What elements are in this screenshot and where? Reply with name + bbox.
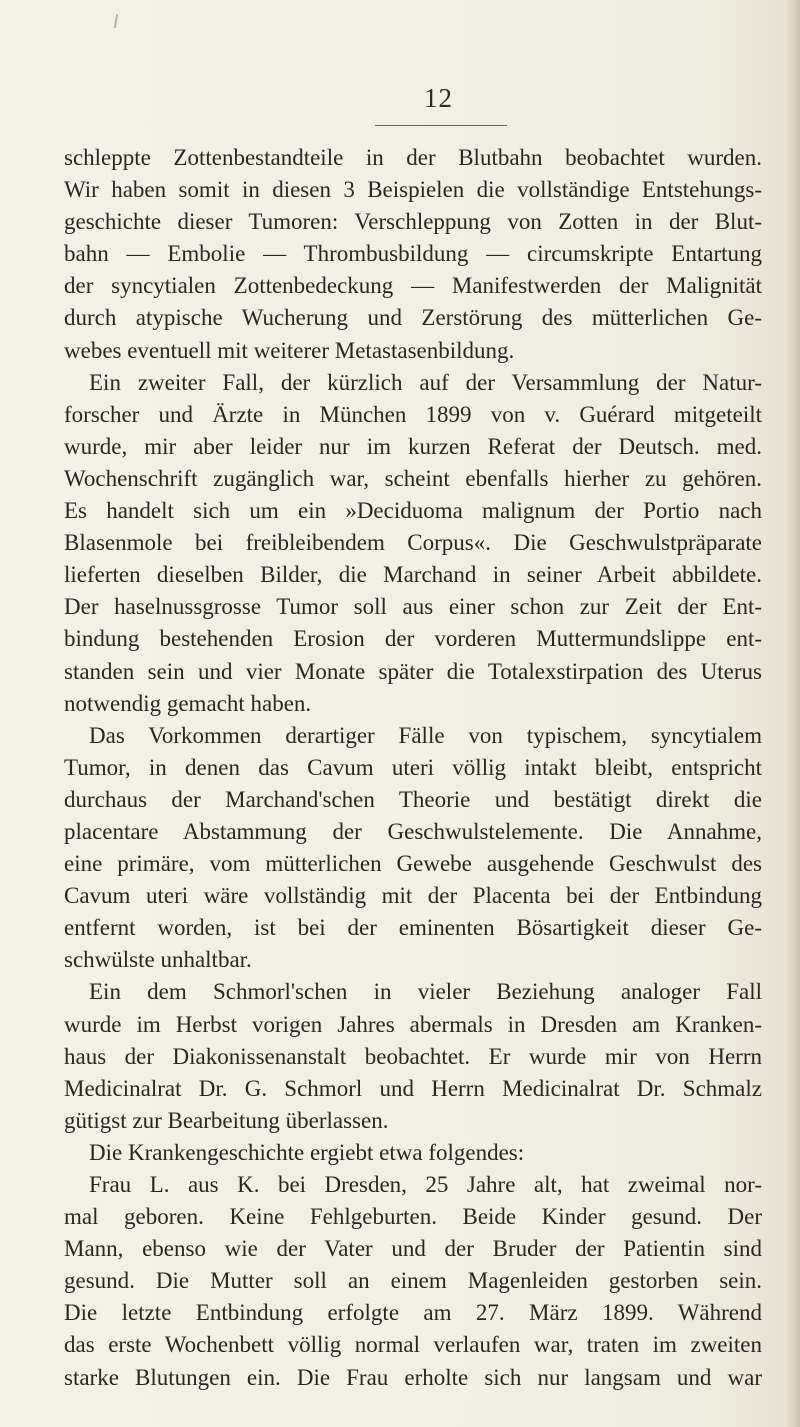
text-line: lieferten dieselben Bilder, die Marchand in seiner Arbeit abbildete. [64,562,762,588]
text-line: Medicinalrat Dr. G. Schmorl und Herrn Medicinalrat Dr. Schmalz [64,1075,762,1101]
text-line: Wir haben somit in diesen 3 Beispielen die vollständige Entstehungs- [64,177,762,203]
text-line: bindung bestehenden Erosion der vorderen Muttermundslippe ent- [64,626,762,652]
text-line: standen sein und vier Monate später die Totalexstirpation des Uterus [64,658,762,684]
body-text [64,142,762,1394]
text-line: wurde, mir aber leider nur im kurzen Referat der Deutsch. med. [64,433,762,459]
text-line: Wochenschrift zugänglich war, scheint ebenfalls hierher zu gehören. [64,465,762,491]
text-line: starke Blutungen ein. Die Frau erholte sich nur langsam und war [64,1364,762,1390]
text-line: Tumor, in denen das Cavum uteri völlig intakt bleibt, entspricht [64,754,762,780]
text-line: mal geboren. Keine Fehlgeburten. Beide Kinder gesund. Der [64,1204,762,1230]
text-line: schwülste unhaltbar. [64,947,252,973]
text-line: geschichte dieser Tumoren: Verschleppung von Zotten in der Blut- [64,209,762,235]
text-line: eine primäre, vom mütterlichen Gewebe ausgehende Geschwulst des [64,851,762,877]
paragraph-4 [64,976,762,1136]
text-line: durch atypische Wucherung und Zerstörung des mütterlichen Ge- [64,305,762,331]
paragraph-3 [64,720,762,977]
paragraph-2 [64,367,762,720]
text-line: entfernt worden, ist bei der eminenten Bösartigkeit dieser Ge- [64,915,762,941]
paragraph-5 [64,1137,762,1169]
margin-mark [114,14,118,28]
text-line: Die Krankengeschichte ergiebt etwa folgendes: [89,1139,525,1165]
text-line: placentare Abstammung der Geschwulstelemente. Die Annahme, [64,818,762,844]
text-line: Frau L. aus K. bei Dresden, 25 Jahre alt, hat zweimal nor- [89,1172,762,1197]
text-line: der syncytialen Zottenbedeckung — Manifestwerden der Malignität [64,273,762,299]
text-line: webes eventuell mit weiterer Metastasenbildung. [64,337,515,363]
text-line: Die letzte Entbindung erfolgte am 27. März 1899. Während [64,1300,762,1326]
text-line: Der haselnussgrosse Tumor soll aus einer schon zur Zeit der Ent- [64,594,762,620]
text-line: Ein dem Schmorl'schen in vieler Beziehung analoger Fall [89,979,762,1005]
text-line: bahn — Embolie — Thrombusbildung — circumskripte Entartung [64,241,762,267]
text-line: schleppte Zottenbestandteile in der Blutbahn beobachtet wurden. [64,145,762,170]
text-line: durchaus der Marchand'schen Theorie und bestätigt direkt die [64,786,762,812]
page-edge-shadow [786,0,800,1427]
paragraph-6 [64,1169,762,1394]
text-line: wurde im Herbst vorigen Jahres abermals in Dresden am Kranken- [64,1011,762,1037]
text-line: Cavum uteri wäre vollständig mit der Placenta bei der Entbindung [64,883,762,909]
text-line: Es handelt sich um ein »Deciduoma malignum der Portio nach [64,498,762,524]
text-line: Mann, ebenso wie der Vater und der Bruder der Patientin sind [64,1236,762,1262]
text-line: Blasenmole bei freibleibendem Corpus«. Die Geschwulstpräparate [64,530,762,556]
text-line: Das Vorkommen derartiger Fälle von typischem, syncytialem [89,722,762,748]
text-line: gütigst zur Bearbeitung überlassen. [64,1107,389,1133]
paragraph-1 [64,142,762,367]
text-line: notwendig gemacht haben. [64,690,312,716]
text-line: das erste Wochenbett völlig normal verlaufen war, traten im zweiten [64,1332,762,1358]
text-line: Ein zweiter Fall, der kürzlich auf der Versammlung der Natur- [89,369,762,395]
header-rule [375,125,507,126]
page-number: 12 [424,83,453,113]
text-line: forscher und Ärzte in München 1899 von v. Guérard mitgeteilt [64,401,762,427]
text-line: haus der Diakonissenanstalt beobachtet. Er wurde mir von Herrn [64,1043,762,1069]
text-line: gesund. Die Mutter soll an einem Magenleiden gestorben sein. [64,1268,762,1294]
